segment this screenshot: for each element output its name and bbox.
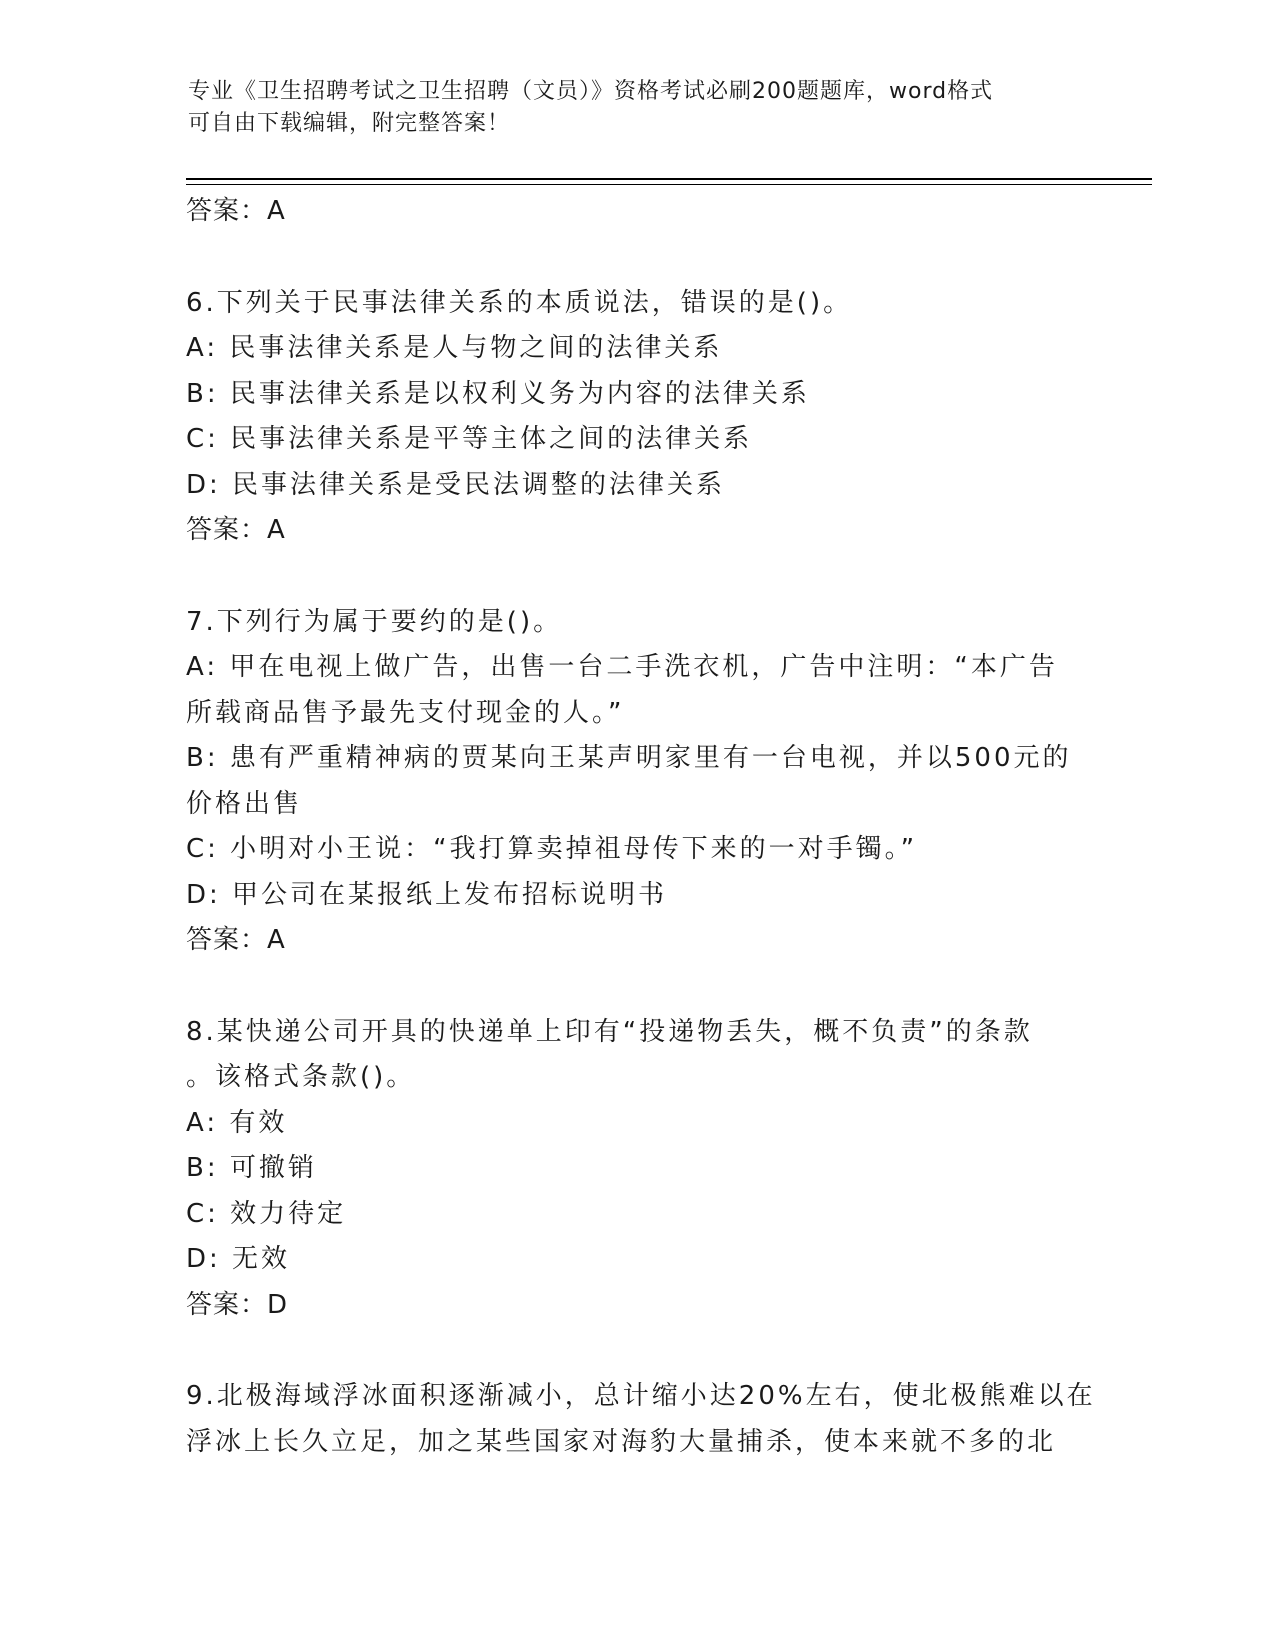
document-header bbox=[188, 76, 1068, 140]
question-block bbox=[186, 1010, 1086, 1329]
header-line-2: 可自由下载编辑，附完整答案！ bbox=[188, 111, 511, 136]
spacer bbox=[186, 235, 1086, 281]
spacer bbox=[186, 1328, 1086, 1374]
answer-line: 答案：A bbox=[186, 515, 286, 545]
question-block bbox=[186, 281, 1086, 554]
question-block bbox=[186, 600, 1086, 964]
answer-line: 答案：D bbox=[186, 1289, 289, 1320]
option-c: C: 民事法律关系是平等主体之间的法律关系 bbox=[186, 424, 753, 454]
question-stem-continued: 浮冰上长久立足，加之某些国家对海豹大量捕杀，使本来就不多的北 bbox=[186, 1426, 1057, 1457]
option-a: A: 民事法律关系是人与物之间的法律关系 bbox=[186, 333, 723, 363]
header-rule-thin bbox=[186, 184, 1152, 185]
question-stem-continued: 。该格式条款()。 bbox=[186, 1062, 416, 1092]
option-b: B: 可撤销 bbox=[186, 1153, 317, 1183]
option-d: D: 民事法律关系是受民法调整的法律关系 bbox=[186, 469, 726, 500]
option-d: D: 无效 bbox=[186, 1244, 291, 1274]
option-b: B: 民事法律关系是以权利义务为内容的法律关系 bbox=[186, 378, 810, 409]
answer-line: 答案：A bbox=[186, 196, 286, 226]
spacer bbox=[186, 554, 1086, 600]
question-stem: 9.北极海域浮冰面积逐渐减小，总计缩小达20%左右，使北极熊难以在 bbox=[186, 1381, 1096, 1411]
option-d: D: 甲公司在某报纸上发布招标说明书 bbox=[186, 879, 668, 910]
answer-line: 答案：A bbox=[186, 925, 286, 955]
option-c: C: 效力待定 bbox=[186, 1198, 347, 1229]
option-b: B: 患有严重精神病的贾某向王某声明家里有一台电视，并以500元的 bbox=[186, 743, 1072, 773]
option-b-continued: 价格出售 bbox=[186, 788, 303, 819]
option-c: C: 小明对小王说：“我打算卖掉祖母传下来的一对手镯。” bbox=[186, 834, 918, 864]
document-body bbox=[186, 189, 1096, 1465]
option-a: A: 甲在电视上做广告，出售一台二手洗衣机，广告中注明：“本广告 bbox=[186, 652, 1058, 682]
spacer bbox=[186, 964, 1086, 1010]
option-a: A: 有效 bbox=[186, 1107, 288, 1138]
option-a-continued: 所载商品售予最先支付现金的人。” bbox=[186, 697, 625, 728]
header-rule-thick bbox=[186, 178, 1152, 180]
question-stem: 7.下列行为属于要约的是()。 bbox=[186, 606, 563, 637]
header-line-1: 专业《卫生招聘考试之卫生招聘（文员）》资格考试必刷200题题库，word格式 bbox=[188, 79, 994, 104]
question-stem: 8.某快递公司开具的快递单上印有“投递物丢失，概不负责”的条款 bbox=[186, 1016, 1033, 1047]
question-stem: 6.下列关于民事法律关系的本质说法，错误的是()。 bbox=[186, 287, 853, 318]
question-block bbox=[186, 1374, 1096, 1465]
